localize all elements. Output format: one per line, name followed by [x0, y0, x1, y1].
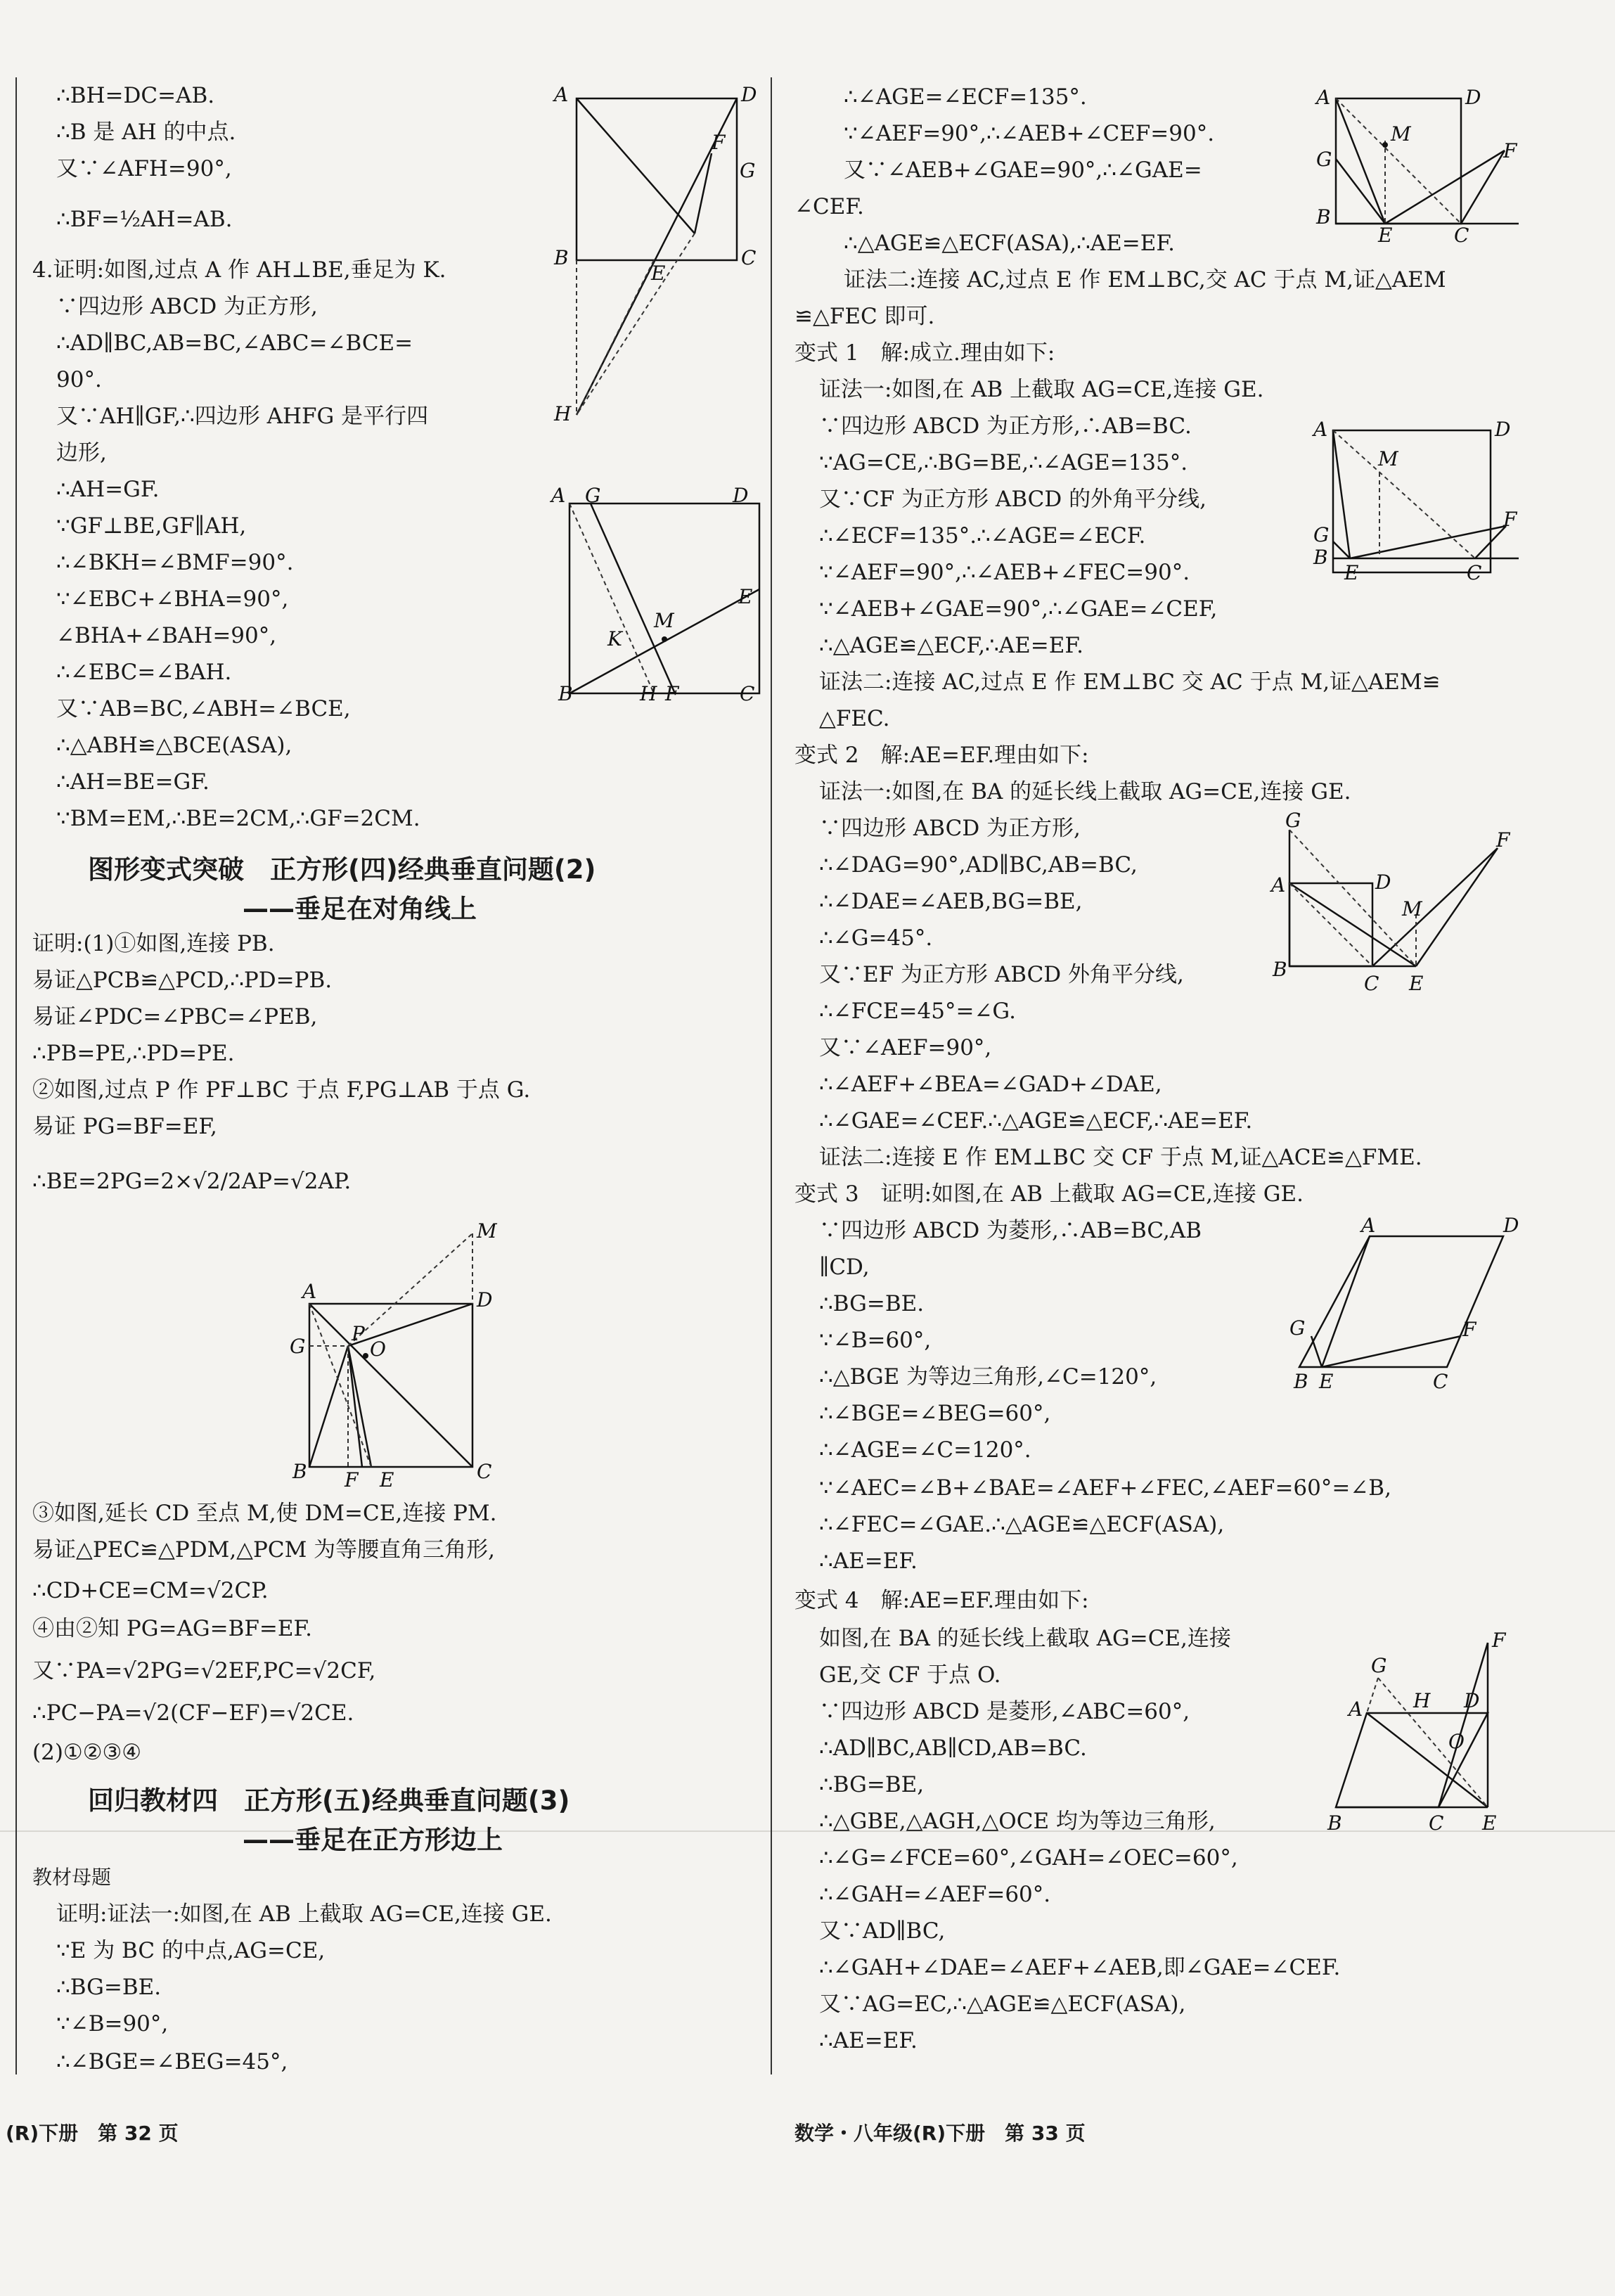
fig2-label: D: [733, 484, 749, 507]
fig6-label: B: [1273, 958, 1287, 981]
figure-variation4-rhombus: [1315, 1624, 1540, 1835]
text-line: 证法二:连接 AC,过点 E 作 EM⊥BC 交 AC 于点 M,证△AEM≌: [819, 669, 1441, 695]
fig4-label: B: [1316, 205, 1331, 229]
text-line: ∴B 是 AH 的中点.: [56, 120, 236, 145]
fig1-label: A: [554, 83, 569, 106]
fig5-label: G: [1313, 523, 1330, 546]
text-line: ∵AG=CE,∴BG=BE,∴∠AGE=135°.: [819, 450, 1188, 475]
fig4-label: F: [1503, 139, 1517, 162]
fig7-label: E: [1319, 1370, 1334, 1393]
text-line: ∴BE=2PG=2×√2/2AP=√2AP.: [32, 1169, 352, 1194]
text-line: ∴BH=DC=AB.: [56, 83, 215, 108]
fig3-label: G: [290, 1335, 306, 1358]
text-line: ∴AD∥BC,AB∥CD,AB=BC.: [819, 1736, 1087, 1761]
text-line: 又∵AG=EC,∴△AGE≌△ECF(ASA),: [819, 1992, 1186, 2017]
text-line: ∥CD,: [819, 1255, 870, 1280]
fig8-label: E: [1482, 1811, 1497, 1835]
fig6-label: A: [1271, 873, 1286, 897]
text-line: ∴BG=BE.: [819, 1291, 925, 1316]
fig6-label: C: [1364, 972, 1379, 995]
text-line: 4.证明:如图,过点 A 作 AH⊥BE,垂足为 K.: [32, 257, 446, 283]
text-line: ∴∠EBC=∠BAH.: [56, 660, 232, 685]
text-line: 证法一:如图,在 BA 的延长线上截取 AG=CE,连接 GE.: [819, 779, 1351, 804]
text-line: (2)①②③④: [32, 1740, 142, 1765]
text-line: 变式 4 解:AE=EF.理由如下:: [794, 1588, 1089, 1613]
text-line: ∴∠BGE=∠BEG=60°,: [819, 1401, 1051, 1426]
text-line: ∵∠EBC+∠BHA=90°,: [56, 586, 289, 612]
text-line: 又∵AH∥GF,∴四边形 AHFG 是平行四: [56, 404, 429, 429]
text-line: ∵∠AEF=90°,∴∠AEB+∠FEC=90°.: [819, 560, 1190, 585]
fig4-label: C: [1454, 224, 1469, 247]
text-line: ②如图,过点 P 作 PF⊥BC 于点 F,PG⊥AB 于点 G.: [32, 1077, 531, 1103]
fig3-label: D: [477, 1288, 493, 1311]
text-line: ∵四边形 ABCD 是菱形,∠ABC=60°,: [819, 1699, 1190, 1724]
text-line: ④由②知 PG=AG=BF=EF.: [32, 1616, 313, 1641]
text-line: 易证△PEC≌△PDM,△PCM 为等腰直角三角形,: [32, 1537, 496, 1563]
fig3-label: A: [302, 1280, 317, 1303]
fig2-label: A: [551, 484, 566, 507]
text-line: ∴∠DAG=90°,AD∥BC,AB=BC,: [819, 852, 1138, 878]
text-line: 教材母题: [32, 1866, 112, 1889]
text-line: ∴∠ECF=135°.∴∠AGE=∠ECF.: [819, 523, 1146, 549]
fig5-label: A: [1313, 418, 1328, 441]
figure-square-external-bisector: [1308, 83, 1533, 245]
figure-square-gf-parallel: [548, 478, 766, 710]
fig8-label: C: [1429, 1811, 1444, 1835]
text-line: ∴△AGE≌△ECF,∴AE=EF.: [819, 633, 1083, 658]
text-line: ∴BF=½AH=AB.: [56, 207, 233, 232]
fig2-label: G: [585, 484, 601, 507]
fig8-label: G: [1371, 1654, 1387, 1677]
text-line: ∠BHA+∠BAH=90°,: [56, 623, 277, 648]
text-line: ∵∠AEC=∠B+∠BAE=∠AEF+∠FEC,∠AEF=60°=∠B,: [819, 1475, 1391, 1501]
text-line: ∠CEF.: [794, 194, 864, 219]
section-heading: 回归教材四 正方形(五)经典垂直问题(3): [88, 1785, 570, 1816]
text-line: ∴∠G=45°.: [819, 925, 933, 951]
fig2-label: M: [654, 609, 674, 632]
text-line: 又∵AD∥BC,: [819, 1918, 946, 1944]
fig4-label: D: [1465, 86, 1481, 109]
column-divider: [771, 77, 772, 2074]
fig6-label: E: [1409, 972, 1424, 995]
fig4-label: A: [1316, 86, 1331, 109]
text-line: ∵∠AEF=90°,∴∠AEB+∠CEF=90°.: [844, 121, 1215, 146]
fig1-label: E: [651, 262, 666, 285]
text-line: ∵BM=EM,∴BE=2CM,∴GF=2CM.: [56, 806, 420, 831]
fig8-label: D: [1464, 1689, 1480, 1712]
fig8-label: A: [1349, 1698, 1363, 1721]
fig1-label: C: [741, 246, 757, 269]
fig6-label: M: [1402, 897, 1422, 921]
text-line: ∴CD+CE=CM=√2CP.: [32, 1578, 269, 1603]
text-line: GE,交 CF 于点 O.: [819, 1662, 1001, 1688]
fig5-label: D: [1495, 418, 1511, 441]
text-line: 又∵∠AEF=90°,: [819, 1035, 992, 1060]
text-line: 证法二:连接 AC,过点 E 作 EM⊥BC,交 AC 于点 M,证△AEM: [844, 267, 1446, 293]
text-line: 证明:证法一:如图,在 AB 上截取 AG=CE,连接 GE.: [56, 1901, 552, 1927]
text-line: 又∵EF 为正方形 ABCD 外角平分线,: [819, 962, 1184, 987]
fig7-label: C: [1433, 1370, 1448, 1393]
text-line: 变式 1 解:成立.理由如下:: [794, 340, 1055, 366]
fig2-label: H: [640, 682, 657, 705]
figure-square-ah-perp-be: [548, 84, 759, 436]
text-line: ∵四边形 ABCD 为正方形,∴AB=BC.: [819, 413, 1192, 439]
fig6-label: D: [1375, 871, 1391, 894]
fig7-label: A: [1361, 1214, 1376, 1237]
fig1-label: F: [712, 131, 726, 154]
text-line: 变式 3 证明:如图,在 AB 上截取 AG=CE,连接 GE.: [794, 1181, 1304, 1207]
fig5-label: E: [1344, 561, 1359, 584]
fig4-label: G: [1316, 148, 1332, 171]
text-line: ∵∠B=60°,: [819, 1328, 932, 1353]
page-footer: 数学・八年级(R)下册 第 33 页: [794, 2122, 1086, 2145]
text-line: ∴AH=BE=GF.: [56, 769, 210, 795]
text-line: ∴∠BGE=∠BEG=45°,: [56, 2049, 288, 2074]
fig3-label: B: [292, 1460, 307, 1483]
fig8-label: F: [1492, 1629, 1506, 1652]
text-line: △FEC.: [819, 706, 890, 731]
text-line: ∴∠G=∠FCE=60°,∠GAH=∠OEC=60°,: [819, 1845, 1238, 1871]
text-line: ∵四边形 ABCD 为正方形,: [819, 816, 1081, 841]
text-line: ∴∠FEC=∠GAE.∴△AGE≌△ECF(ASA),: [819, 1512, 1225, 1537]
text-line: ∴AE=EF.: [819, 2028, 918, 2053]
text-line: ∴△BGE 为等边三角形,∠C=120°,: [819, 1364, 1157, 1390]
text-line: ∴∠AGE=∠C=120°.: [819, 1437, 1031, 1463]
text-line: 又∵AB=BC,∠ABH=∠BCE,: [56, 696, 351, 721]
text-line: ∴AD∥BC,AB=BC,∠ABC=∠BCE=: [56, 331, 413, 356]
fig6-label: G: [1285, 809, 1301, 832]
text-line: ∴PB=PE,∴PD=PE.: [32, 1041, 235, 1066]
fig5-label: C: [1467, 561, 1482, 584]
fig2-label: E: [738, 585, 753, 608]
text-line: 变式 2 解:AE=EF.理由如下:: [794, 743, 1089, 768]
text-line: 边形,: [56, 440, 107, 466]
figure-variation3-rhombus: [1280, 1214, 1533, 1393]
fig3-label: C: [477, 1460, 492, 1483]
section-heading: 图形变式突破 正方形(四)经典垂直问题(2): [88, 854, 596, 885]
text-line: ∴∠DAE=∠AEB,BG=BE,: [819, 889, 1083, 914]
fig3-label: F: [345, 1468, 359, 1492]
fig2-label: F: [665, 682, 679, 705]
text-line: ③如图,延长 CD 至点 M,使 DM=CE,连接 PM.: [32, 1501, 497, 1526]
text-line: ∵四边形 ABCD 为正方形,: [56, 294, 318, 319]
text-line: 如图,在 BA 的延长线上截取 AG=CE,连接: [819, 1626, 1231, 1651]
text-line: ∵∠B=90°,: [56, 2011, 169, 2037]
fig3-label: E: [380, 1468, 394, 1492]
text-line: 又∵CF 为正方形 ABCD 的外角平分线,: [819, 487, 1207, 512]
text-line: ∴BG=BE.: [56, 1975, 162, 2000]
fig7-label: D: [1503, 1214, 1519, 1237]
fig2-label: C: [740, 682, 755, 705]
fig7-label: G: [1289, 1316, 1306, 1340]
text-line: 又∵∠AFH=90°,: [56, 156, 232, 181]
text-line: 90°.: [56, 367, 102, 392]
text-line: 易证 PG=BF=EF,: [32, 1114, 217, 1139]
figure-variation1: [1308, 411, 1533, 586]
text-line: 证法一:如图,在 AB 上截取 AG=CE,连接 GE.: [819, 377, 1264, 402]
page-footer: (R)下册 第 32 页: [6, 2122, 179, 2145]
fig1-label: D: [741, 83, 757, 106]
fig3-label: O: [370, 1338, 386, 1361]
fig1-label: G: [740, 159, 756, 182]
text-line: ∵∠AEB+∠GAE=90°,∴∠GAE=∠CEF,: [819, 596, 1218, 622]
text-line: ∴BG=BE,: [819, 1772, 925, 1797]
text-line: ∴AH=GF.: [56, 477, 160, 502]
text-line: ∴PC−PA=√2(CF−EF)=√2CE.: [32, 1700, 354, 1726]
figure-square-diagonal-p: [281, 1217, 513, 1491]
text-line: 证法二:连接 E 作 EM⊥BC 交 CF 于点 M,证△ACE≌△FME.: [819, 1145, 1422, 1170]
text-line: ∴∠BKH=∠BMF=90°.: [56, 550, 294, 575]
text-line: ∴AE=EF.: [819, 1548, 918, 1574]
text-line: 证明:(1)①如图,连接 PB.: [32, 931, 275, 956]
fig8-label: B: [1327, 1811, 1342, 1835]
fig2-label: K: [607, 627, 622, 650]
fig1-label: H: [554, 402, 572, 425]
text-line: ∵四边形 ABCD 为菱形,∴AB=BC,AB: [819, 1218, 1202, 1243]
text-line: ∴∠GAH+∠DAE=∠AEF+∠AEB,即∠GAE=∠CEF.: [819, 1955, 1341, 1980]
text-line: ∴△GBE,△AGH,△OCE 均为等边三角形,: [819, 1809, 1216, 1834]
text-line: 易证∠PDC=∠PBC=∠PEB,: [32, 1004, 318, 1030]
fig8-label: O: [1448, 1730, 1465, 1753]
text-line: ∴△ABH≌△BCE(ASA),: [56, 733, 292, 758]
fig5-label: M: [1378, 447, 1398, 470]
text-line: ∴∠GAE=∠CEF.∴△AGE≌△ECF,∴AE=EF.: [819, 1108, 1253, 1134]
fig6-label: F: [1496, 828, 1510, 852]
figure-variation2: [1266, 809, 1519, 999]
text-line: ∵E 为 BC 的中点,AG=CE,: [56, 1938, 326, 1963]
text-line: ∴∠FCE=45°=∠G.: [819, 999, 1016, 1024]
text-line: ∵GF⊥BE,GF∥AH,: [56, 513, 247, 539]
fig4-label: E: [1378, 224, 1393, 247]
fig4-label: M: [1391, 122, 1411, 146]
text-line: ∴∠GAH=∠AEF=60°.: [819, 1882, 1051, 1907]
text-line: ∴∠AGE=∠ECF=135°.: [844, 84, 1087, 110]
section-subheading: ——垂足在对角线上: [243, 894, 477, 924]
fig1-label: B: [554, 246, 569, 269]
fig8-label: H: [1413, 1689, 1431, 1712]
text-line: ∴△AGE≌△ECF(ASA),∴AE=EF.: [844, 231, 1175, 256]
text-line: 易证△PCB≌△PCD,∴PD=PB.: [32, 968, 333, 993]
text-line: 又∵∠AEB+∠GAE=90°,∴∠GAE=: [844, 158, 1202, 183]
fig3-label: M: [477, 1219, 497, 1243]
section-subheading: ——垂足在正方形边上: [243, 1825, 503, 1855]
fig3-label: P: [352, 1322, 365, 1345]
text-line: ≌△FEC 即可.: [794, 304, 935, 329]
fig2-label: B: [558, 682, 573, 705]
left-margin-rule: [15, 77, 17, 2074]
fig5-label: B: [1313, 546, 1328, 569]
fig7-label: B: [1294, 1370, 1308, 1393]
text-line: ∴∠AEF+∠BEA=∠GAD+∠DAE,: [819, 1072, 1162, 1097]
text-line: 又∵PA=√2PG=√2EF,PC=√2CF,: [32, 1658, 376, 1683]
fig7-label: F: [1462, 1318, 1476, 1341]
fig5-label: F: [1503, 508, 1517, 531]
